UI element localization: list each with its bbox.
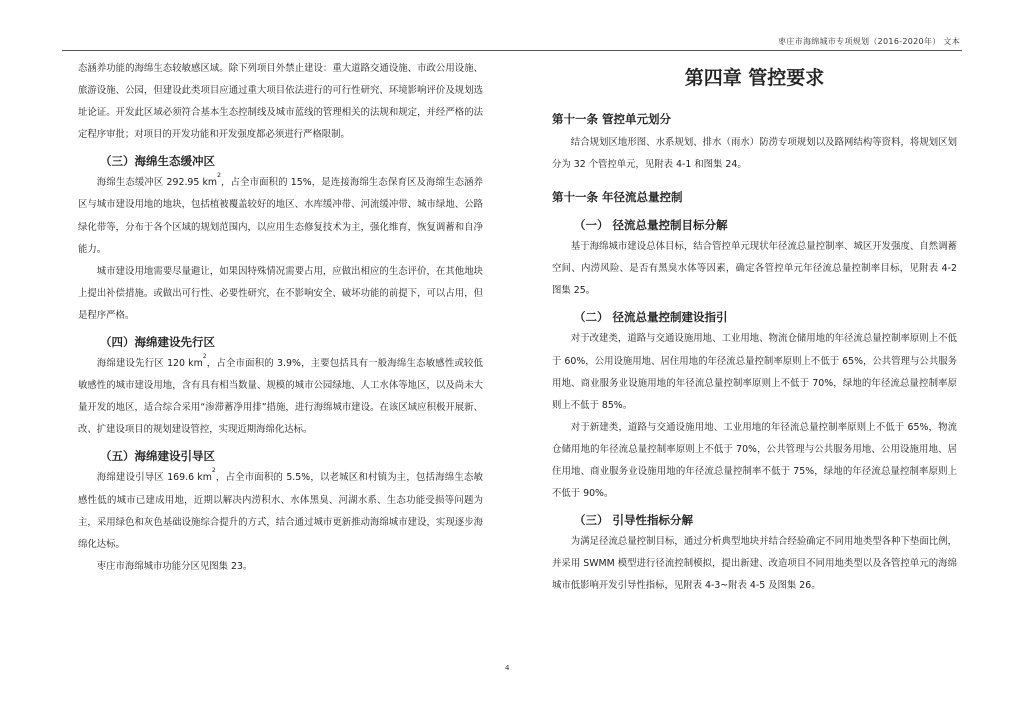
paragraph: 基于海绵城市建设总体目标，结合管控单元现状年径流总量控制率、城区开发强度、自然调蓄空间、内涝风险、是否有黑臭水体等因素，确定各管控单元年径流总量控制率目标，见附表 4-2 图集 25。 (552, 241, 957, 297)
section-heading-guidance-zone: （五）海绵建设引导区 (100, 449, 215, 464)
section-heading-indicators: （三） 引导性指标分解 (574, 513, 694, 528)
page-number: 4 (505, 664, 510, 672)
section-heading-guideline: （二） 径流总量控制建设指引 (574, 310, 728, 325)
running-header: 枣庄市海绵城市专项规划（2016-2020年） 文本 (778, 37, 960, 46)
paragraph: 结合规划区地形图、水系规划、排水（雨水）防涝专项规划以及路网结构等资料，将规划区划分为 32 个管控单元，见附表 4-1 和图集 24。 (552, 137, 957, 171)
left-column (78, 58, 483, 578)
right-column (552, 58, 957, 598)
article-heading-unit-division: 第十一条 管控单元划分 (552, 112, 672, 126)
section-heading-pilot-zone: （四）海绵建设先行区 (100, 335, 215, 350)
paragraph: 对于改建类，道路与交通设施用地、工业用地、物流仓储用地的年径流总量控制率原则上不低于 60%，公用设施用地、居住用地的年径流总量控制率原则上不低于 65%，公共管理与公共服务用地、商业服务业设施用地的年径流总量控制率原则上不低于 70%，绿地的年径流总量控制率原则上不低于 85%。 (552, 333, 957, 411)
paragraph: 为满足径流总量控制目标，通过分析典型地块并结合经验确定不同用地类型各种下垫面比例，并采用 SWMM 模型进行径流控制模拟，提出新建、改造项目不同用地类型以及各管控单元的海绵城市低影响开发引导性指标，见附表 4-3~附表 4-5 及图集 26。 (552, 536, 957, 592)
paragraph: 海绵建设先行区 120 $km^2$，占全市面积的 3.9%，主要包括具有一般海绵生态敏感性或较低敏感性的城市建设用地，含有具有相当数量、规模的城市公园绿地、人工水体等地区，以及尚未大量开发的地区，适合综合采用“渗滞蓄净用排”措施，进行海绵城市建设。在该区域应积极开展新、改、扩建设项目的规划建设管控，实现近期海绵化达标。 (78, 353, 483, 436)
paragraph: 态涵养功能的海绵生态较敏感区域。除下列项目外禁止建设：重大道路交通设施、市政公用设施、旅游设施、公园，但建设此类项目应通过重大项目依法进行的可行性研究、环境影响评价及规划选址论证。开发此区域必须符合基本生态控制线及城市蓝线的管理相关的法规和规定，并经严格的法定程序审批；对项目的开发功能和开发强度都必须进行严格限制。 (78, 63, 483, 141)
section-heading-target: （一） 径流总量控制目标分解 (574, 218, 728, 233)
article-heading-runoff-control: 第十一条 年径流总量控制 (552, 190, 683, 205)
paragraph: 对于新建类，道路与交通设施用地、工业用地的年径流总量控制率原则上不低于 65%，物流仓储用地的年径流总量控制率原则上不低于 70%，公共管理与公共服务用地、公用设施用地、居住用地、商业服务业设施用地的年径流总量控制率不低于 75%，绿地的年径流总量控制率原则上不低于 90%。 (552, 421, 957, 500)
paragraph: 城市建设用地需要尽量避让，如果因特殊情况需要占用，应做出相应的生态评价，在其他地块上提出补偿措施。或做出可行性、必要性研究，在不影响安全、破坏功能的前提下，可以占用，但是程序严格。 (78, 265, 483, 321)
paragraph: 枣庄市海绵城市功能分区见图集 23。 (96, 560, 253, 572)
paragraph: 海绵生态缓冲区 292.95 $km^2$，占全市面积的 15%，是连接海绵生态保育区及海绵生态涵养区与城市建设用地的地块，包括植被覆盖较好的地区、水库缓冲带、河流缓冲带、城市绿地、公路绿化带等，分布于各个区域的规划范围内，以应用生态修复技术为主，强化维育，恢复调蓄和自净能力。 (78, 172, 483, 255)
chapter-title: 第四章 管控要求 (684, 67, 825, 89)
section-heading-buffer-zone: （三）海绵生态缓冲区 (100, 154, 215, 169)
paragraph: 海绵建设引导区 169.6 $km^2$，占全市面积的 5.5%，以老城区和村镇为主，包括海绵生态敏感性低的城市已建成用地，近期以解决内涝积水、水体黑臭、河湖水系、生态功能受损等问题为主，采用绿色和灰色基础设施综合提升的方式，结合通过城市更新推动海绵城市建设，实现逐步海绵化达标。 (78, 467, 483, 550)
header-rule (62, 50, 962, 51)
